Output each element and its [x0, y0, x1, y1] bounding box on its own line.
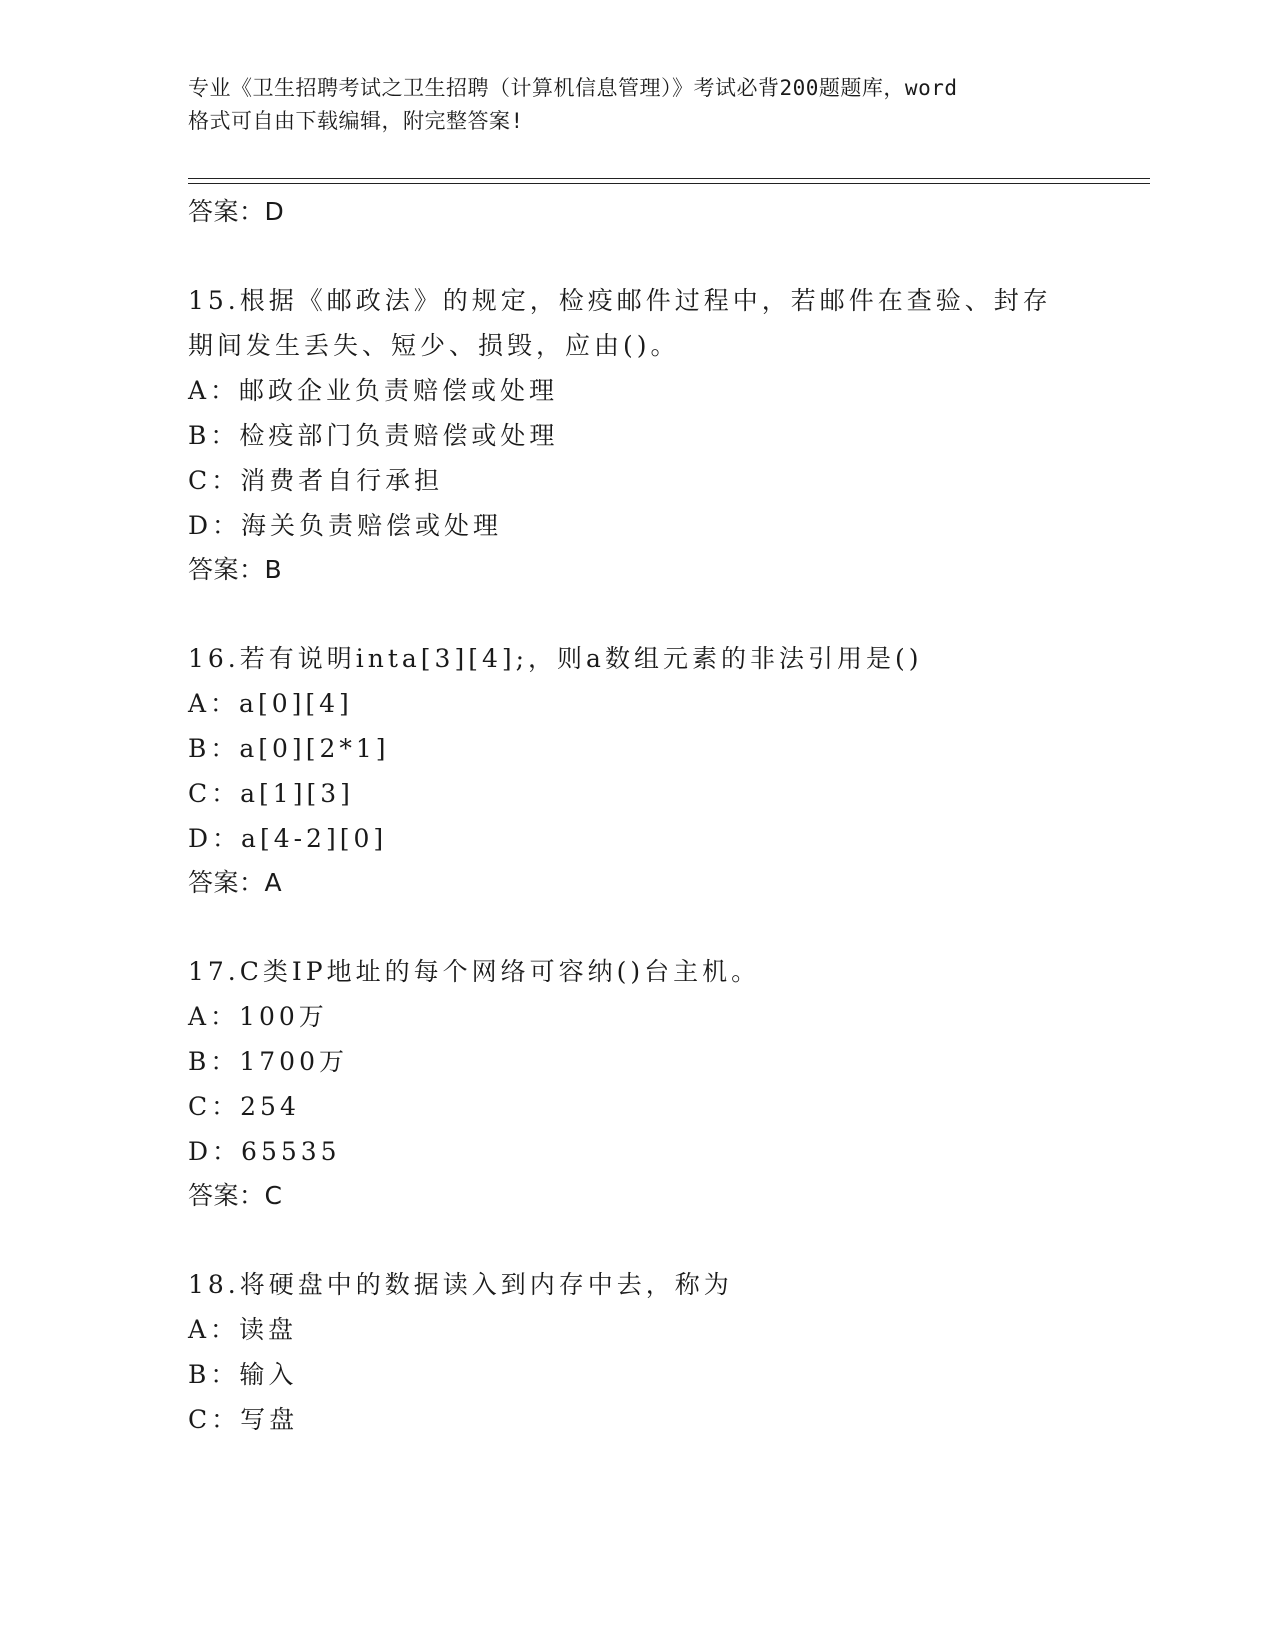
document-header [188, 72, 1088, 138]
option-d: D：a[4-2][0] [188, 824, 388, 853]
question-18 [188, 1262, 1148, 1442]
question-list [188, 190, 1148, 1442]
answer-16: 答案：A [188, 868, 283, 897]
option-a: A：a[0][4] [188, 689, 353, 718]
header-line-1: 专业《卫生招聘考试之卫生招聘（计算机信息管理）》考试必背200题题库，word [188, 76, 958, 100]
question-15 [188, 278, 1148, 592]
question-stem: 18.将硬盘中的数据读入到内存中去，称为 [188, 1270, 733, 1299]
option-c: C：254 [188, 1092, 300, 1121]
option-a: A：邮政企业负责赔偿或处理 [188, 376, 559, 405]
option-c: C：写盘 [188, 1405, 299, 1434]
question-stem: 16.若有说明inta[3][4];，则a数组元素的非法引用是() [188, 644, 923, 673]
answer-17: 答案：C [188, 1181, 283, 1210]
header-line-2: 格式可自由下载编辑，附完整答案! [188, 109, 524, 133]
option-d: D：65535 [188, 1137, 341, 1166]
option-a: A：100万 [188, 1002, 328, 1031]
header-divider [188, 178, 1150, 184]
question-stem: 15.根据《邮政法》的规定，检疫邮件过程中，若邮件在查验、封存期间发生丢失、短少、损毁，应由()。 [188, 286, 1052, 360]
option-b: B：1700万 [188, 1047, 348, 1076]
option-c: C：消费者自行承担 [188, 466, 444, 495]
question-16 [188, 636, 1148, 905]
answer-prev: 答案：D [188, 197, 285, 226]
option-d: D：海关负责赔偿或处理 [188, 511, 503, 540]
question-stem: 17.C类IP地址的每个网络可容纳()台主机。 [188, 957, 761, 986]
answer-15: 答案：B [188, 555, 283, 584]
option-b: B：a[0][2*1] [188, 734, 390, 763]
question-17 [188, 949, 1148, 1218]
option-b: B：检疫部门负责赔偿或处理 [188, 421, 559, 450]
option-c: C：a[1][3] [188, 779, 354, 808]
option-b: B：输入 [188, 1360, 298, 1389]
option-a: A：读盘 [188, 1315, 298, 1344]
